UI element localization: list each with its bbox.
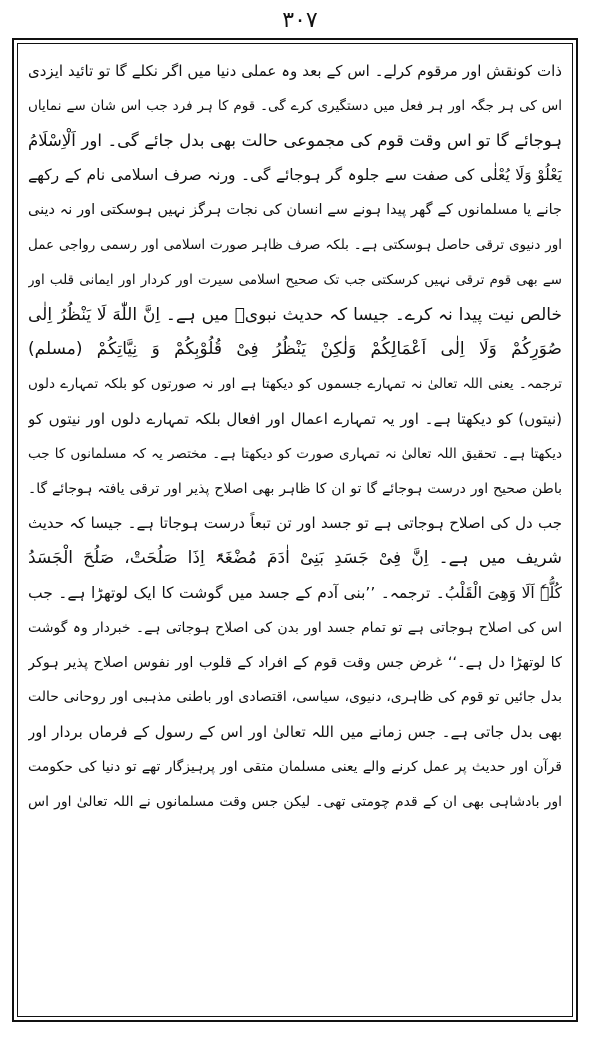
text-line: خالص نیت پیدا نہ کرے۔ جیسا کہ حدیث نبویؐ میں ہے۔ اِنَّ اللّٰهَ لَا یَنْظُرُ اِلٰی: [28, 304, 562, 325]
text-line: کُلُّہٗ اَلَا وَھِیَ الْقَلْبُ۔ ترجمہ۔ ’’بنی آدم کے جسد میں گوشت کا ایک لوتھڑا ہے۔ جب: [28, 583, 562, 602]
text-line: ذات کونقش اور مرقوم کرلے۔ اس کے بعد وہ عملی دنیا میں اگر نکلے گا تو تائید ایزدی: [28, 62, 562, 80]
text-line: قرآن اور حدیث پر عمل کرنے والے یعنی مسلمان متقی اور پرہیزگار تھے تو دنیا کی حکومت: [28, 758, 562, 775]
body-text: [28, 54, 562, 1008]
text-line: ہوجائے گا تو اس وقت قوم کی مجموعی حالت بھی بدل جائے گی۔ اور اَلْاِسْلَامُ: [28, 130, 562, 150]
text-line: شریف میں ہے۔ اِنَّ فِیْ جَسَدِ بَنِیْ اٰدَمَ مُضْغَۃً اِذَا صَلُحَتْ، صَلُحَ الْجَسَدُ: [28, 548, 562, 569]
text-line: بھی بدل جاتی ہے۔ جس زمانے میں اللہ تعالیٰ اور اس کے رسول کے فرماں بردار اور: [28, 723, 562, 742]
text-line: جانے یا مسلمانوں کے گھر پیدا ہونے سے انسان کی نجات ہرگز نہیں ہوسکتی اور نہ دینی: [28, 202, 562, 219]
text-line: جب دل کی اصلاح ہوجاتی ہے تو جسد اور تن تبعاً درست ہوجاتا ہے۔ جیسا کہ حدیث: [28, 514, 562, 533]
text-line: صُوَرِکُمْ وَلَا اِلٰی اَعْمَالِکُمْ وَلٰکِنْ یَنْظُرُ فِیْ قُلُوْبِکُمْ وَ نِیَّاتِکُمْ (مسلم): [28, 339, 562, 360]
text-line: کا لوتھڑا دل ہے۔‘‘ غرض جس وقت قوم کے افراد کے قلوب اور نفوس اصلاح پذیر ہوکر: [28, 654, 562, 671]
text-line: اس کی ہر جگہ اور ہر فعل میں دستگیری کرے گی۔ قوم کا ہر فرد جب اس شان سے نمایاں: [28, 97, 562, 114]
text-line: (نیتوں) کو دیکھتا ہے۔ اور یہ تمہارے اعمال اور افعال بلکہ تمہارے دلوں اور نیتوں کو: [28, 409, 562, 428]
text-line: اور دنیوی ترقی حاصل ہوسکتی ہے۔ بلکہ صرف ظاہر صورت اسلامی اور رسمی رواجی عمل: [28, 236, 562, 253]
page-number: ٣٠٧: [282, 8, 318, 33]
text-line: اس کی اصلاح ہوجاتی ہے تو تمام جسد اور بدن کی اصلاح ہوجاتی ہے۔ خبردار وہ گوشت: [28, 619, 562, 636]
text-line: یَعْلُوْ وَلَا یُعْلٰی کی صفت سے جلوہ گر ہوجائے گی۔ ورنہ صرف اسلامی نام کے رکھے: [28, 166, 562, 185]
text-line: بدل جائیں تو قوم کی ظاہری، دنیوی، سیاسی، اقتصادی اور باطنی مذہبی اور روحانی حالت: [28, 689, 562, 706]
text-line: ترجمہ۔ یعنی اللہ تعالیٰ نہ تمہارے جسموں کو دیکھتا ہے اور نہ صورتوں کو بلکہ تمہارے دلوں: [28, 376, 562, 393]
text-line: دیکھتا ہے۔ تحقیق اللہ تعالیٰ نہ تمہاری صورت کو دیکھتا ہے۔ مختصر یہ کہ مسلمانوں کا جب: [28, 445, 562, 462]
text-line: اور بادشاہی بھی ان کے قدم چومتی تھی۔ لیکن جس وقت مسلمانوں نے اللہ تعالیٰ اور اس: [28, 793, 562, 810]
page-frame: [12, 38, 578, 1022]
text-line: باطن صحیح اور درست ہوجائے گا تو ان کا ظاہر بھی اصلاح پذیر اور ترقی یافتہ ہوجائے گا۔: [28, 480, 562, 497]
text-line: سے بھی قوم ترقی نہیں کرسکتی جب تک صحیح اسلامی سیرت اور کردار اور ایمانی قلب اور: [28, 271, 562, 288]
